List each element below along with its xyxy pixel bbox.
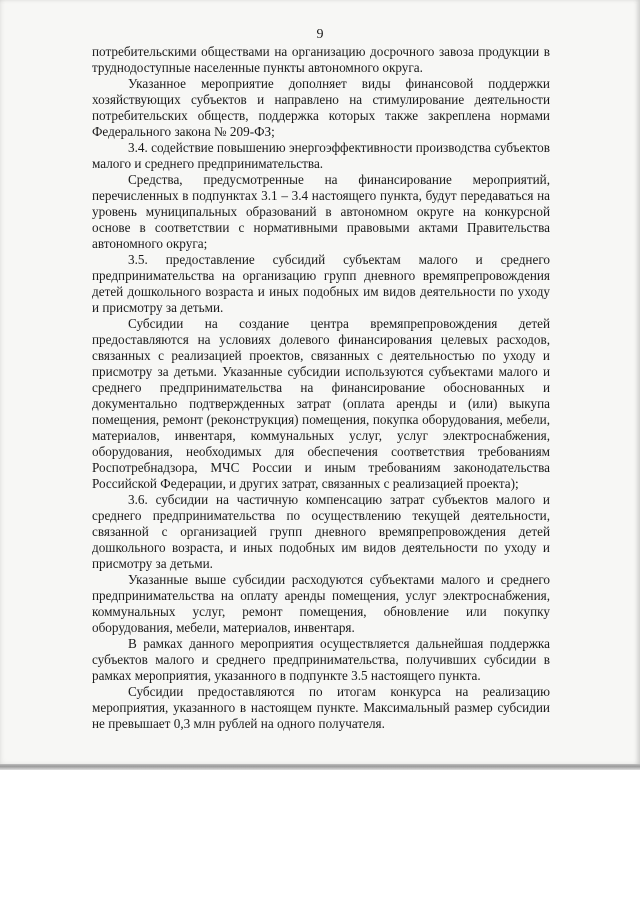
paragraph: В рамках данного мероприятия осуществляется дальнейшая поддержка субъектов малого и среднего предпринимательства, получивших субсидии в рамках мероприятия, указанного в подпункте 3.5 настоящего пункта.: [92, 636, 550, 683]
paragraph-continuation: потребительскими обществами на организацию досрочного завоза продукции в труднодоступные населенные пункты автономного округа.: [92, 44, 550, 75]
paragraph-item-3-4: 3.4. содействие повышению энергоэффективности производства субъектов малого и среднего предпринимательства.: [92, 140, 550, 171]
paragraph: Субсидии предоставляются по итогам конкурса на реализацию мероприятия, указанного в настоящем пункте. Максимальный размер субсидии не превышает 0,3 млн рублей на одного получателя.: [92, 684, 550, 731]
paragraph: Указанные выше субсидии расходуются субъектами малого и среднего предпринимательства на оплату аренды помещения, услуг электроснабжения, коммунальных услуг, ремонт помещения, обновление или покупку оборудования, мебели, материалов, инвентаря.: [92, 572, 550, 635]
paragraph-item-3-6: 3.6. субсидии на частичную компенсацию затрат субъектов малого и среднего предпринимательства по осуществлению текущей деятельности, связанной с организацией групп дневного времяпрепровождения детей дошкольного возраста, и иных подобных им видов деятельности по уходу и присмотру за детьми.: [92, 492, 550, 571]
paragraph: Средства, предусмотренные на финансирование мероприятий, перечисленных в подпунктах 3.1 – 3.4 настоящего пункта, будут передаваться на уровень муниципальных образований в автономном округе на конкурсной основе в соответствии с нормативными правовыми актами Правительства автономного округа;: [92, 172, 550, 251]
page-bottom-edge: [0, 764, 640, 770]
document-body: [92, 44, 550, 732]
page-number: 9: [316, 27, 324, 42]
paragraph-item-3-5: 3.5. предоставление субсидий субъектам малого и среднего предпринимательства на организацию групп дневного времяпрепровождения детей дошкольного возраста и иных подобных им видов деятельности по уходу и присмотру за детьми.: [92, 252, 550, 315]
paragraph: Субсидии на создание центра времяпрепровождения детей предоставляются на условиях долевого финансирования целевых расходов, связанных с реализацией проектов, связанных с деятельностью по уходу и присмотру за детьми. Указанные субсидии используются субъектами малого и среднего предпринимательства на финансирование обоснованных и документально подтвержденных затрат (оплата аренды и (или) выкупа помещения, ремонт (реконструкция) помещения, покупка оборудования, мебели, материалов, инвентаря, коммунальных услуг, услуг электроснабжения, оборудования, необходимых для обеспечения соответствия требованиям Роспотребнадзора, МЧС России и иным требованиям законодательства Российской Федерации, и других затрат, связанных с реализацией проекта);: [92, 316, 550, 491]
paragraph: Указанное мероприятие дополняет виды финансовой поддержки хозяйствующих субъектов и направлено на стимулирование деятельности потребительских обществ, поддержка которых также закреплена нормами Федерального закона № 209-ФЗ;: [92, 76, 550, 139]
